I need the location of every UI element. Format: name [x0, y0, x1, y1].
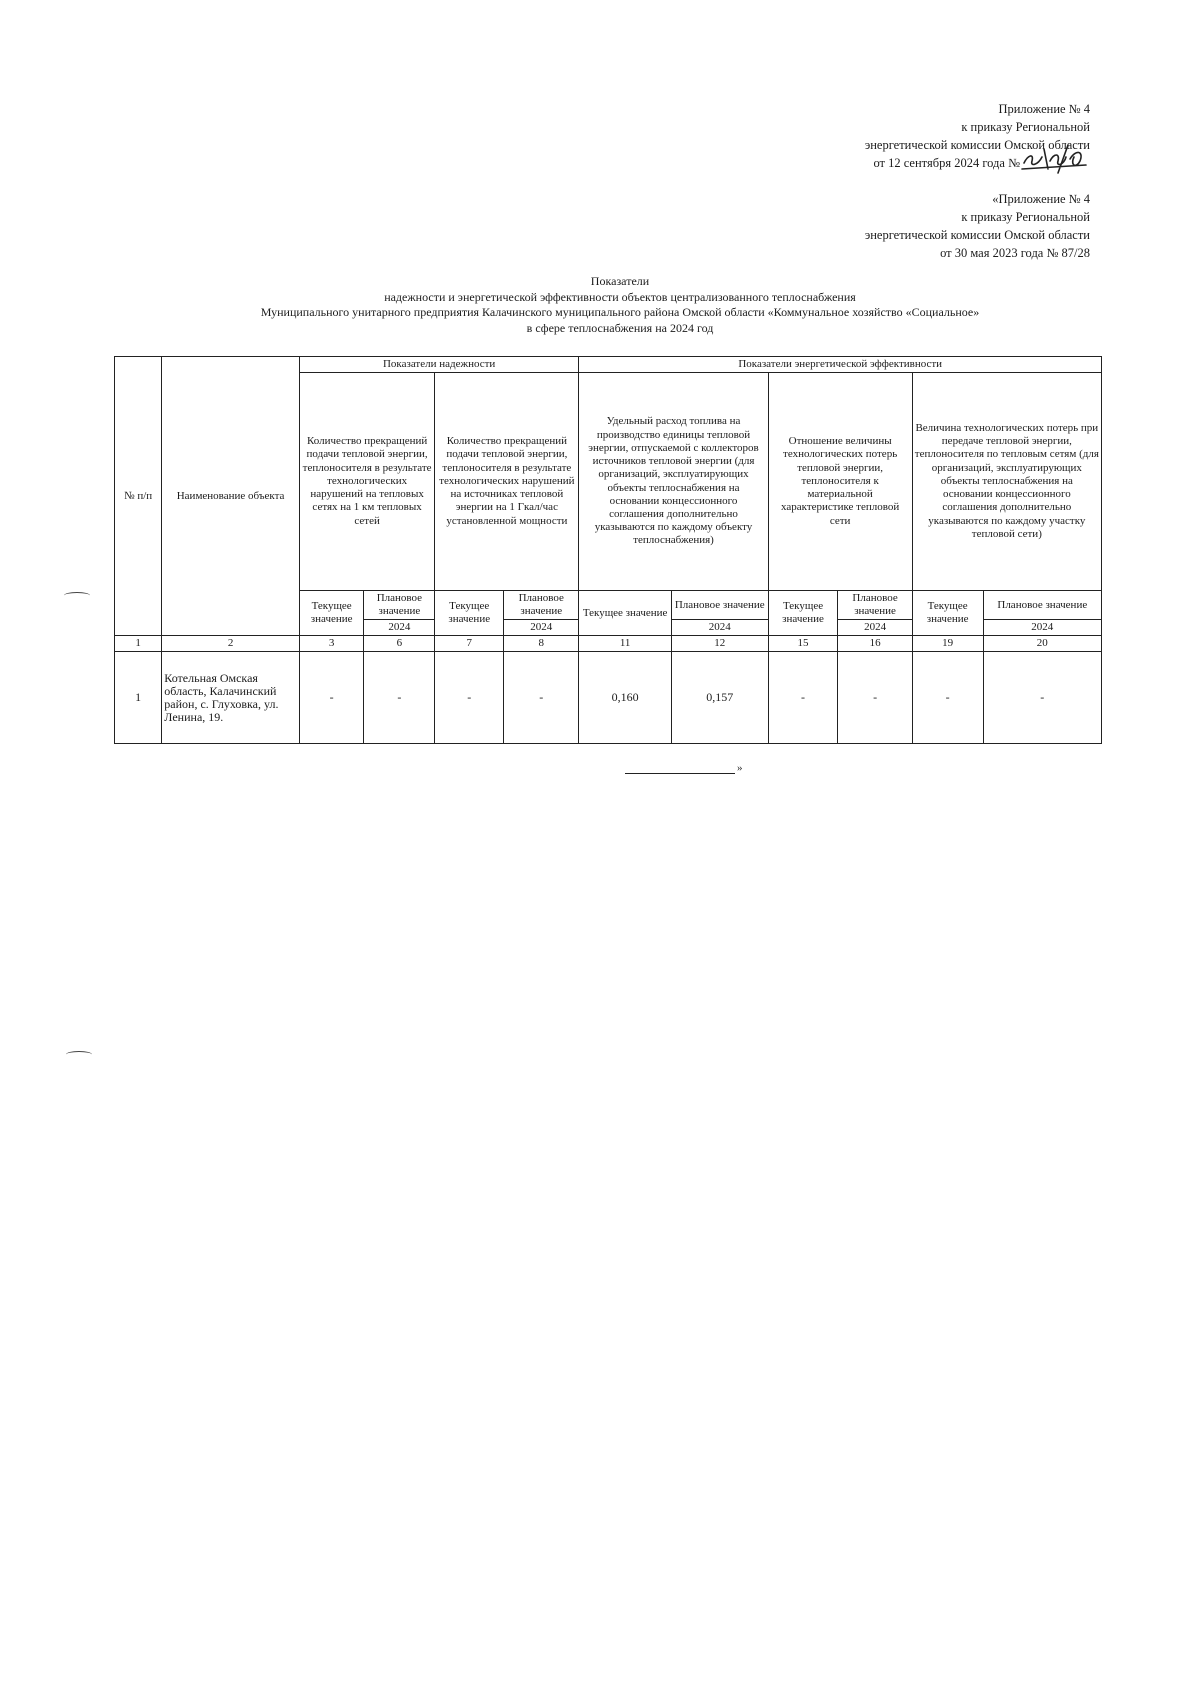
year-cell: 2024: [983, 620, 1101, 636]
column-number: 7: [435, 636, 504, 652]
year-cell: 2024: [838, 620, 912, 636]
title-line-2: надежности и энергетической эффективности объектов централизованного теплоснабжения: [384, 289, 856, 304]
indicator-header-3: Удельный расход топлива на производство единицы тепловой энергии, отпускаемой с коллекторов источников тепловой энергии (для организаций, эксплуатирующих объекты теплоснабжения на основании концессионного соглашения дополнительно указываются по каждому объекту теплоснабжения): [579, 373, 768, 591]
scan-mark: [66, 1051, 92, 1058]
column-number: 1: [115, 636, 162, 652]
handwritten-order-number: [1020, 135, 1090, 175]
indicator-header-1: Количество прекращений подачи тепловой энергии, теплоносителя в результате технологических нарушений на тепловых сетях на 1 км тепловых сетей: [299, 373, 434, 591]
value-cell: -: [504, 652, 579, 744]
indicator-header-4: Отношение величины технологических потерь тепловой энергии, теплоносителя к материальной характеристике тепловой сети: [768, 373, 912, 591]
table-row: [115, 652, 1102, 744]
value-cell: -: [912, 652, 983, 744]
appendix-old-title: «Приложение № 4: [992, 192, 1090, 206]
group-header-row: [115, 357, 1102, 373]
value-cell: -: [364, 652, 435, 744]
value-cell: 0,157: [671, 652, 768, 744]
current-value-header: Текущее значение: [299, 591, 364, 636]
value-cell: -: [435, 652, 504, 744]
value-cell: -: [299, 652, 364, 744]
appendix-commission: энергетической комиссии Омской области: [864, 138, 1090, 152]
planned-value-header: Плановое значение: [364, 591, 435, 620]
column-number: 6: [364, 636, 435, 652]
current-value-header: Текущее значение: [435, 591, 504, 636]
column-number: 16: [838, 636, 912, 652]
column-number: 3: [299, 636, 364, 652]
column-number: 8: [504, 636, 579, 652]
appendix-order-ref: к приказу Региональной: [961, 120, 1090, 134]
planned-value-header: Плановое значение: [838, 591, 912, 620]
year-cell: 2024: [504, 620, 579, 636]
row-number: 1: [115, 652, 162, 744]
header-efficiency-group: Показатели энергетической эффективности: [579, 357, 1102, 373]
header-reliability-group: Показатели надежности: [299, 357, 579, 373]
value-cell: -: [838, 652, 912, 744]
column-number-row: [115, 636, 1102, 652]
title-line-4: в сфере теплоснабжения на 2024 год: [526, 320, 714, 335]
header-object-name: Наименование объекта: [162, 357, 300, 636]
scan-mark: [64, 592, 90, 599]
appendix-header-old: [865, 190, 1090, 262]
document-title: [120, 274, 1120, 336]
appendix-date-text: от 12 сентября 2024 года №: [873, 156, 1020, 170]
current-value-header: Текущее значение: [579, 591, 671, 636]
title-line-1: Показатели: [590, 274, 650, 288]
appendix-old-commission: энергетической комиссии Омской области: [864, 228, 1090, 242]
indicator-header-2: Количество прекращений подачи тепловой энергии, теплоносителя в результате технологических нарушений на источниках тепловой энергии на 1 Гкал/час установленной мощности: [435, 373, 579, 591]
end-divider: [625, 773, 735, 774]
value-cell: -: [768, 652, 838, 744]
header-num: № п/п: [115, 357, 162, 636]
year-cell: 2024: [671, 620, 768, 636]
planned-value-header: Плановое значение: [983, 591, 1101, 620]
indicator-header-5: Величина технологических потерь при передаче тепловой энергии, теплоносителя по тепловым сетям (для организаций, эксплуатирующих объекты теплоснабжения на основании концессионного соглашения дополнительно указываются по каждому участку тепловой сети): [912, 373, 1101, 591]
value-cell: -: [983, 652, 1101, 744]
title-line-3: Муниципального унитарного предприятия Калачинского муниципального района Омской области «Коммунальное хозяйство «Социальное»: [260, 305, 980, 319]
column-number: 15: [768, 636, 838, 652]
value-cell: 0,160: [579, 652, 671, 744]
current-value-header: Текущее значение: [768, 591, 838, 636]
planned-value-header: Плановое значение: [504, 591, 579, 620]
column-number: 11: [579, 636, 671, 652]
column-number: 2: [162, 636, 300, 652]
planned-value-header: Плановое значение: [671, 591, 768, 620]
appendix-old-order-ref: к приказу Региональной: [961, 210, 1090, 224]
column-number: 19: [912, 636, 983, 652]
appendix-old-date: от 30 мая 2023 года № 87/28: [940, 246, 1090, 260]
year-cell: 2024: [364, 620, 435, 636]
column-number: 12: [671, 636, 768, 652]
closing-quote: »: [737, 762, 743, 774]
object-name: Котельная Омская область, Калачинский район, с. Глуховка, ул. Ленина, 19.: [162, 652, 300, 744]
indicators-table: [114, 356, 1102, 744]
column-number: 20: [983, 636, 1101, 652]
current-value-header: Текущее значение: [912, 591, 983, 636]
appendix-title: Приложение № 4: [998, 102, 1090, 116]
